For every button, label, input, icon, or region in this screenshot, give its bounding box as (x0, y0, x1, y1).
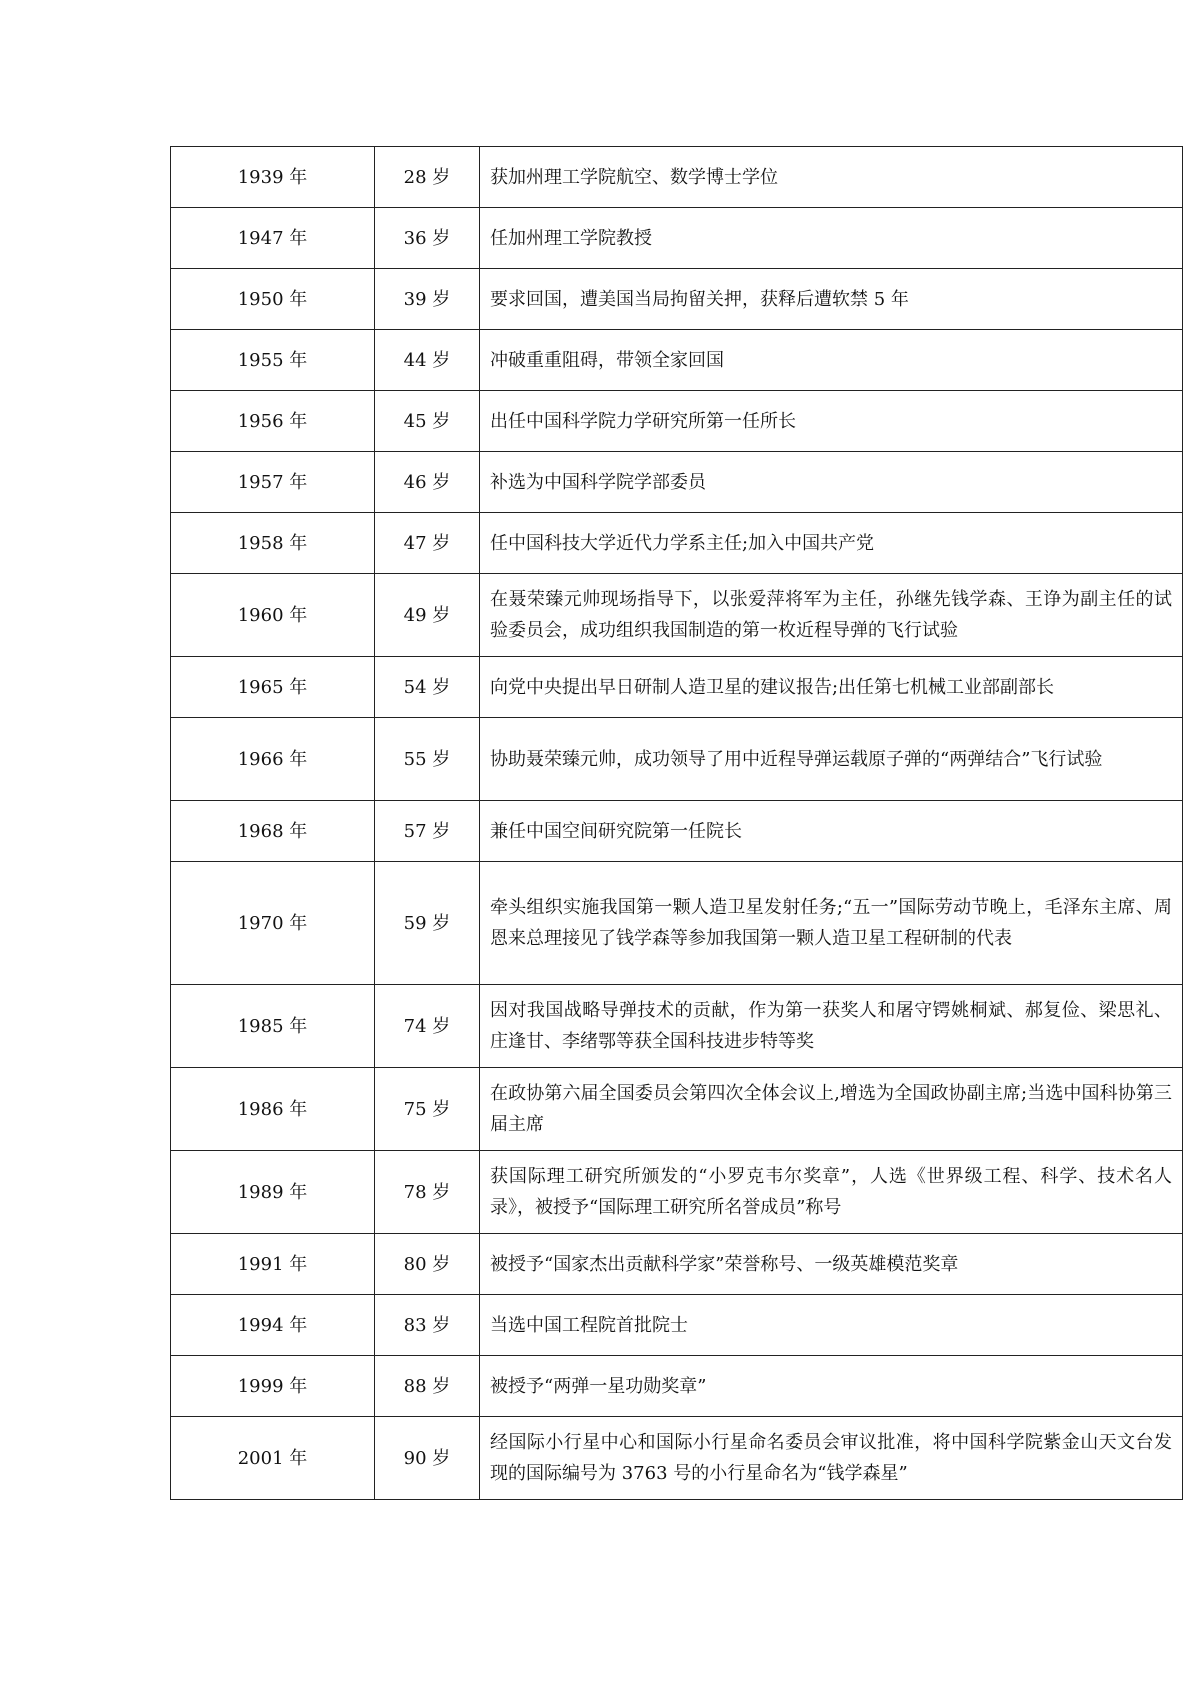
table-row (171, 1068, 1183, 1151)
age-cell: 90 岁 (375, 1417, 480, 1500)
table-row (171, 208, 1183, 269)
event-cell: 协助聂荣臻元帅，成功领导了用中近程导弹运载原子弹的“两弹结合”飞行试验 (480, 718, 1183, 801)
table-row (171, 330, 1183, 391)
year-cell: 1991 年 (171, 1234, 375, 1295)
table-row (171, 269, 1183, 330)
age-cell: 28 岁 (375, 147, 480, 208)
age-cell: 54 岁 (375, 657, 480, 718)
year-cell: 1947 年 (171, 208, 375, 269)
event-cell: 冲破重重阻碍，带领全家回国 (480, 330, 1183, 391)
year-cell: 1994 年 (171, 1295, 375, 1356)
age-cell: 75 岁 (375, 1068, 480, 1151)
year-cell: 1958 年 (171, 513, 375, 574)
age-cell: 74 岁 (375, 985, 480, 1068)
event-cell: 在政协第六届全国委员会第四次全体会议上,增选为全国政协副主席;当选中国科协第三届主席 (480, 1068, 1183, 1151)
table-row (171, 862, 1183, 985)
event-cell: 补选为中国科学院学部委员 (480, 452, 1183, 513)
year-cell: 1939 年 (171, 147, 375, 208)
table-row (171, 147, 1183, 208)
event-cell: 向党中央提出早日研制人造卫星的建议报告;出任第七机械工业部副部长 (480, 657, 1183, 718)
year-cell: 1999 年 (171, 1356, 375, 1417)
table-row (171, 574, 1183, 657)
year-cell: 2001 年 (171, 1417, 375, 1500)
age-cell: 88 岁 (375, 1356, 480, 1417)
event-cell: 出任中国科学院力学研究所第一任所长 (480, 391, 1183, 452)
age-cell: 57 岁 (375, 801, 480, 862)
age-cell: 39 岁 (375, 269, 480, 330)
age-cell: 78 岁 (375, 1151, 480, 1234)
table-row (171, 1151, 1183, 1234)
timeline-table (170, 146, 1183, 1500)
table-row (171, 801, 1183, 862)
year-cell: 1968 年 (171, 801, 375, 862)
event-cell: 获国际理工研究所颁发的“小罗克韦尔奖章”，人选《世界级工程、科学、技术名人录》，被授予“国际理工研究所名誉成员”称号 (480, 1151, 1183, 1234)
timeline-table-body (171, 147, 1183, 1500)
event-cell: 因对我国战略导弹技术的贡献，作为第一获奖人和屠守锷姚桐斌、郝复俭、梁思礼、庄逢甘、李绪鄂等获全国科技进步特等奖 (480, 985, 1183, 1068)
event-cell: 获加州理工学院航空、数学博士学位 (480, 147, 1183, 208)
age-cell: 46 岁 (375, 452, 480, 513)
table-row (171, 1234, 1183, 1295)
year-cell: 1989 年 (171, 1151, 375, 1234)
year-cell: 1986 年 (171, 1068, 375, 1151)
age-cell: 80 岁 (375, 1234, 480, 1295)
year-cell: 1957 年 (171, 452, 375, 513)
age-cell: 55 岁 (375, 718, 480, 801)
year-cell: 1950 年 (171, 269, 375, 330)
event-cell: 被授予“两弹一星功勋奖章” (480, 1356, 1183, 1417)
year-cell: 1960 年 (171, 574, 375, 657)
table-row (171, 1295, 1183, 1356)
table-row (171, 1417, 1183, 1500)
age-cell: 83 岁 (375, 1295, 480, 1356)
event-cell: 经国际小行星中心和国际小行星命名委员会审议批准，将中国科学院紫金山天文台发现的国际编号为 3763 号的小行星命名为“钱学森星” (480, 1417, 1183, 1500)
table-row (171, 513, 1183, 574)
age-cell: 36 岁 (375, 208, 480, 269)
year-cell: 1966 年 (171, 718, 375, 801)
table-row (171, 985, 1183, 1068)
event-cell: 牵头组织实施我国第一颗人造卫星发射任务;“五一”国际劳动节晚上，毛泽东主席、周恩来总理接见了钱学森等参加我国第一颗人造卫星工程研制的代表 (480, 862, 1183, 985)
table-row (171, 391, 1183, 452)
event-cell: 兼任中国空间研究院第一任院长 (480, 801, 1183, 862)
year-cell: 1985 年 (171, 985, 375, 1068)
event-cell: 当选中国工程院首批院士 (480, 1295, 1183, 1356)
table-row (171, 1356, 1183, 1417)
event-cell: 任加州理工学院教授 (480, 208, 1183, 269)
year-cell: 1955 年 (171, 330, 375, 391)
year-cell: 1965 年 (171, 657, 375, 718)
age-cell: 44 岁 (375, 330, 480, 391)
event-cell: 在聂荣臻元帅现场指导下，以张爱萍将军为主任，孙继先钱学森、王诤为副主任的试验委员会，成功组织我国制造的第一枚近程导弹的飞行试验 (480, 574, 1183, 657)
event-cell: 被授予“国家杰出贡献科学家”荣誉称号、一级英雄模范奖章 (480, 1234, 1183, 1295)
table-row (171, 452, 1183, 513)
age-cell: 45 岁 (375, 391, 480, 452)
table-row (171, 718, 1183, 801)
table-row (171, 657, 1183, 718)
age-cell: 59 岁 (375, 862, 480, 985)
age-cell: 47 岁 (375, 513, 480, 574)
age-cell: 49 岁 (375, 574, 480, 657)
year-cell: 1956 年 (171, 391, 375, 452)
year-cell: 1970 年 (171, 862, 375, 985)
event-cell: 要求回国，遭美国当局拘留关押，获释后遭软禁 5 年 (480, 269, 1183, 330)
event-cell: 任中国科技大学近代力学系主任;加入中国共产党 (480, 513, 1183, 574)
